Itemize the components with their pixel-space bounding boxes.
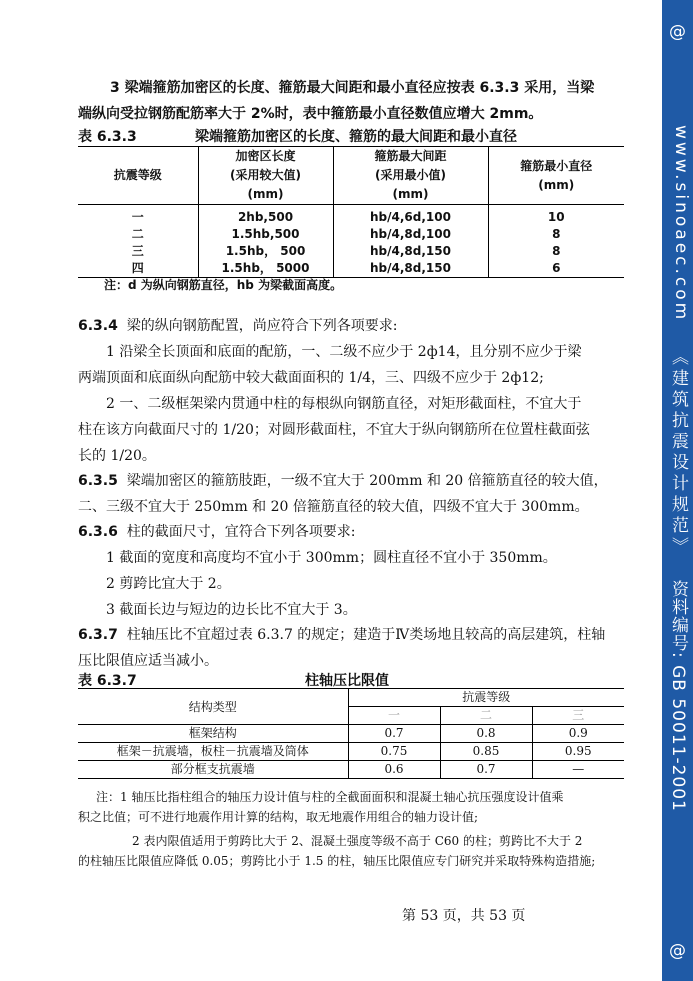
section-6-3-5-l2: 二、三级不宜大于 250mm 和 20 倍箍筋直径的较大值，四级不宜大于 300mm。 (78, 499, 589, 515)
section-6-3-5-l1 (78, 470, 618, 492)
header-length-l3: (mm) (247, 187, 284, 201)
cell-type: 部分框支抗震墙 (78, 761, 348, 779)
table-row (78, 725, 624, 743)
cell-length: 1.5hb， 500 (198, 243, 333, 260)
cell-length: 2hb,500 (198, 205, 333, 227)
section-number: 6.3.7 (78, 627, 118, 643)
table2-note1-l1: 注：1 轴压比指柱组合的轴压力设计值与柱的全截面面积和混凝土轴心抗压强度设计值乘 (96, 790, 564, 804)
table-row (78, 743, 624, 761)
cell-grade: 一 (131, 210, 144, 224)
header-structure-type: 结构类型 (78, 689, 348, 725)
table2-note1-l2: 积之比值；可不进行地震作用计算的结构，取无地震作用组合的轴力设计值; (78, 810, 479, 824)
section-6-3-4-item2-l3: 长的 1/20。 (78, 448, 156, 464)
section-number: 6.3.5 (78, 473, 118, 489)
cell-diameter: 6 (488, 260, 624, 278)
header-diameter-l2: (mm) (538, 177, 575, 192)
section-6-3-6-item1: 1 截面的宽度和高度均不宜小于 300mm；圆柱直径不宜小于 350mm。 (106, 550, 557, 566)
table-header-row (78, 689, 624, 707)
cell-type: 框架－抗震墙，板柱－抗震墙及筒体 (78, 743, 348, 761)
at-symbol-bottom: @ (669, 941, 686, 961)
header-seismic-grade: 抗震等级 (348, 689, 624, 707)
para-6-3-3-line2: 端纵向受拉钢筋配筋率大于 2%时，表中箍筋最小直径数值应增大 2mm。 (78, 106, 543, 122)
table2-note2-l2: 的柱轴压比限值应降低 0.05；剪跨比小于 1.5 的柱，轴压比限值应专门研究并采取特殊构造措施; (78, 854, 596, 868)
cell-grade: 四 (131, 261, 144, 275)
header-length (198, 147, 333, 205)
table-row (78, 226, 624, 243)
page-footer: 第 53 页，共 53 页 (402, 908, 526, 924)
cell-spacing: hb/4,6d,100 (333, 205, 488, 227)
cell-spacing: hb/4,8d,150 (333, 260, 488, 278)
cell-grade: 二 (131, 227, 144, 241)
cell-value: 0.95 (532, 743, 624, 761)
table-row (78, 205, 624, 227)
table-row (78, 761, 624, 779)
table2-title: 柱轴压比限值 (305, 673, 389, 689)
sidebar-url: www.sinoaec.com (671, 125, 691, 323)
table1-title: 梁端箍筋加密区的长度、箍筋的最大间距和最小直径 (195, 129, 517, 145)
cell-value: — (532, 761, 624, 779)
cell-grade: 三 (131, 244, 144, 258)
table-row (78, 243, 624, 260)
header-spacing-l3: (mm) (392, 187, 429, 201)
at-symbol-top: @ (669, 22, 686, 42)
section-6-3-6-item2: 2 剪跨比宜大于 2。 (106, 576, 231, 592)
header-spacing (333, 147, 488, 205)
cell-value: 0.75 (348, 743, 440, 761)
cell-diameter: 8 (488, 243, 624, 260)
header-grade-3: 三 (532, 707, 624, 725)
header-grade-1: 一 (348, 707, 440, 725)
cell-value: 0.8 (440, 725, 532, 743)
axial-ratio-table (78, 688, 624, 779)
cell-value: 0.7 (440, 761, 532, 779)
section-6-3-7-l1 (78, 624, 618, 646)
sidebar-code: 资料编号: GB 50011-2001 (668, 580, 688, 812)
section-6-3-4-intro (78, 315, 618, 337)
section-6-3-4-item2-l2: 柱在该方向截面尺寸的 1/20；对圆形截面柱，不宜大于纵向钢筋所在位置柱截面弦 (78, 422, 590, 438)
header-grade: 抗震等级 (78, 147, 198, 205)
section-number: 6.3.4 (78, 318, 118, 334)
cell-spacing: hb/4,8d,100 (333, 226, 488, 243)
section-6-3-6-intro (78, 521, 618, 543)
header-diameter (488, 147, 624, 205)
header-diameter-l1: 箍筋最小直径 (520, 158, 593, 173)
section-text: 梁的纵向钢筋配置，尚应符合下列各项要求: (126, 318, 398, 334)
section-6-3-4-item2-l1: 2 一、二级框架梁内贯通中柱的每根纵向钢筋直径，对矩形截面柱，不宜大于 (106, 396, 582, 412)
header-spacing-l1: 箍筋最大间距 (374, 149, 447, 163)
cell-value: 0.7 (348, 725, 440, 743)
table1-number: 表 6.3.3 (78, 129, 137, 145)
table1-note: 注：d 为纵向钢筋直径，hb 为梁截面高度。 (104, 278, 343, 292)
cell-diameter: 8 (488, 226, 624, 243)
table-header-row (78, 147, 624, 205)
section-6-3-7-l2: 压比限值应适当减小。 (78, 653, 218, 669)
cell-diameter: 10 (488, 205, 624, 227)
table2-number: 表 6.3.7 (78, 673, 137, 689)
section-6-3-6-item3: 3 截面长边与短边的边长比不宜大于 3。 (106, 602, 357, 618)
header-length-l2: (采用较大值) (230, 168, 301, 182)
stirrup-table (78, 146, 624, 278)
section-6-3-4-item1-l2: 两端顶面和底面纵向配筋中较大截面面积的 1/4，三、四级不应少于 2ф12; (78, 370, 544, 386)
header-length-l1: 加密区长度 (235, 149, 296, 163)
cell-spacing: hb/4,8d,150 (333, 243, 488, 260)
para-6-3-3-line1: 3 梁端箍筋加密区的长度、箍筋最大间距和最小直径应按表 6.3.3 采用，当梁 (110, 80, 595, 96)
section-text: 柱的截面尺寸，宜符合下列各项要求: (126, 524, 356, 540)
cell-length: 1.5hb,500 (198, 226, 333, 243)
header-spacing-l2: (采用最小值) (375, 168, 446, 182)
cell-value: 0.9 (532, 725, 624, 743)
section-text: 梁端加密区的箍筋肢距，一级不宜大于 200mm 和 20 倍箍筋直径的较大值， (126, 473, 608, 489)
cell-value: 0.85 (440, 743, 532, 761)
sidebar-title: 《建筑抗震设计规范》 (668, 348, 688, 558)
header-grade-2: 二 (440, 707, 532, 725)
cell-length: 1.5hb， 5000 (198, 260, 333, 278)
section-6-3-4-item1-l1: 1 沿梁全长顶面和底面的配筋，一、二级不应少于 2ф14，且分别不应少于梁 (106, 344, 582, 360)
table2-note2-l1: 2 表内限值适用于剪跨比大于 2、混凝土强度等级不高于 C60 的柱；剪跨比不大于 2 (132, 834, 583, 848)
section-text: 柱轴压比不宜超过表 6.3.7 的规定；建造于Ⅳ类场地且较高的高层建筑，柱轴 (126, 627, 606, 643)
cell-type: 框架结构 (78, 725, 348, 743)
section-number: 6.3.6 (78, 524, 118, 540)
cell-value: 0.6 (348, 761, 440, 779)
